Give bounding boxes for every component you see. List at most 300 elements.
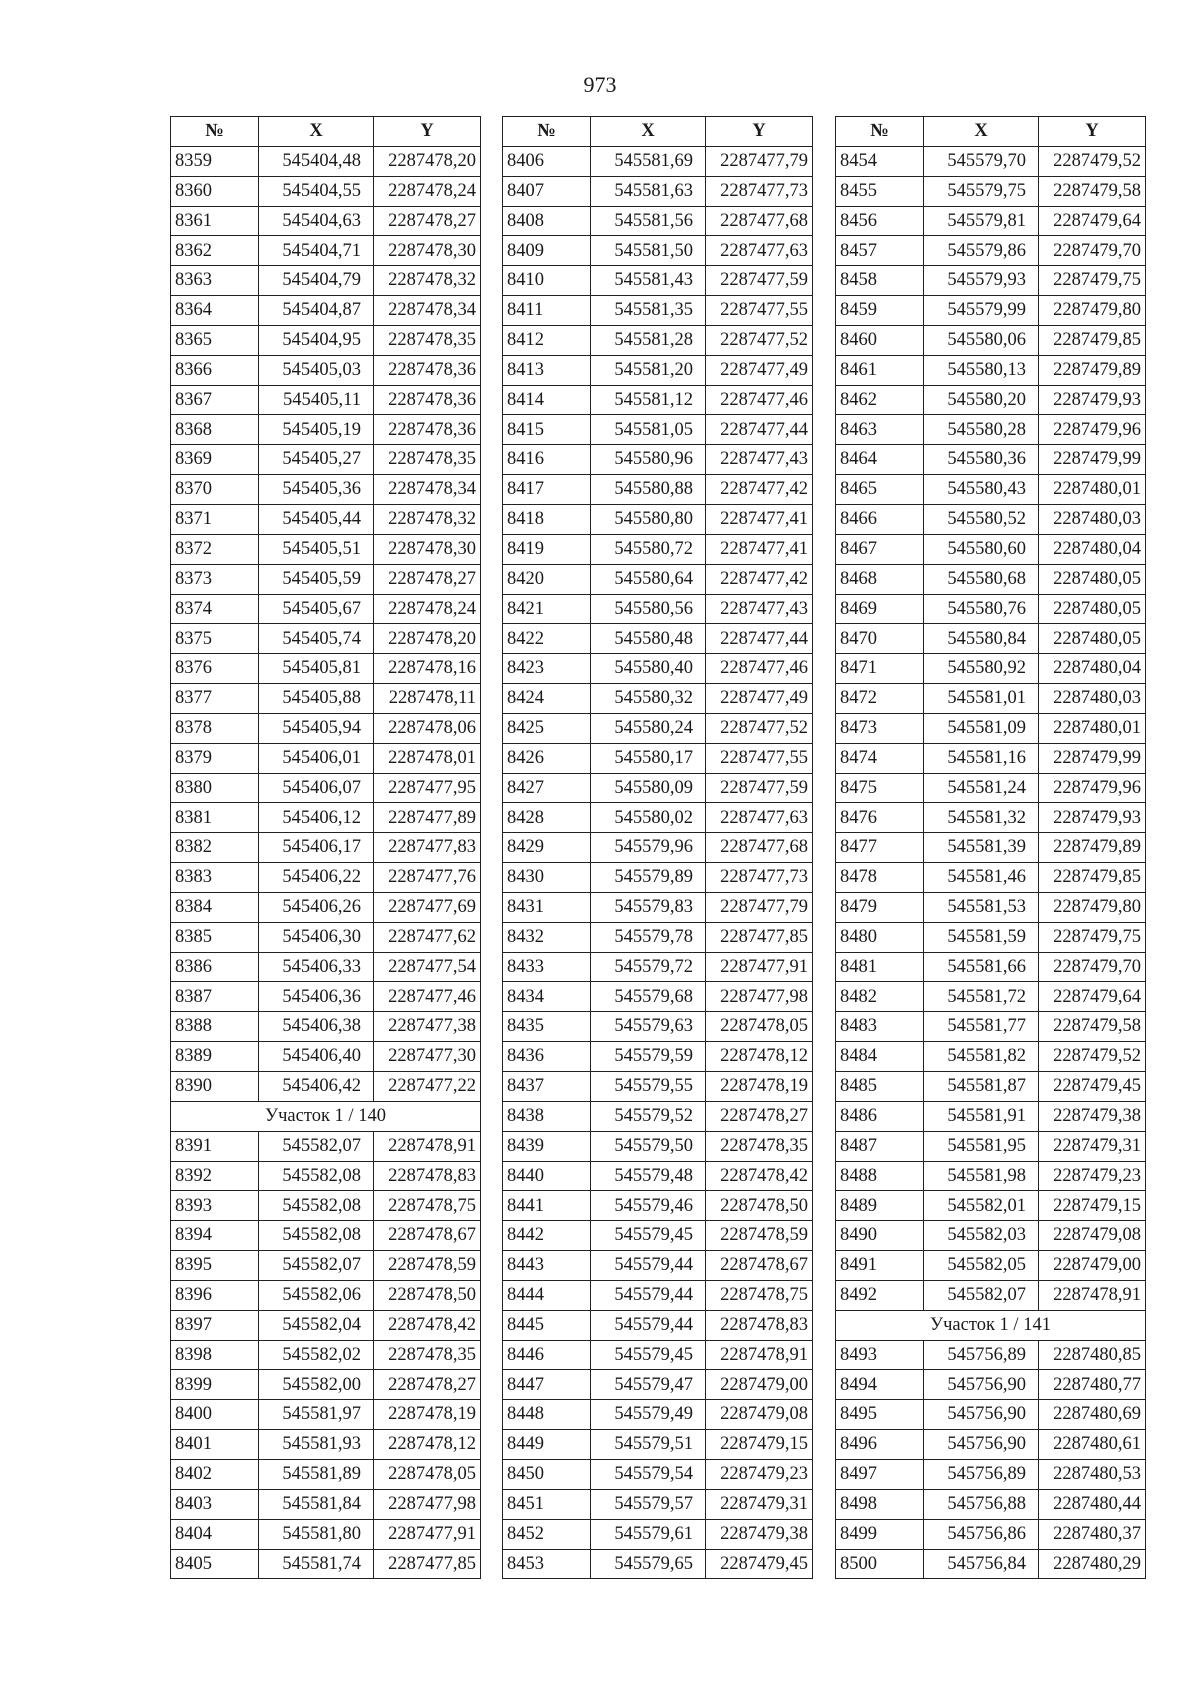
coordinates-table-2	[502, 116, 813, 1579]
x-coordinate: 545580,09	[591, 773, 706, 803]
table-row	[171, 504, 481, 534]
x-coordinate: 545580,48	[591, 624, 706, 654]
table-row	[503, 892, 813, 922]
y-coordinate: 2287477,79	[706, 146, 813, 176]
table-row	[836, 1280, 1146, 1310]
point-number: 8364	[171, 296, 259, 326]
point-number: 8363	[171, 266, 259, 296]
x-coordinate: 545406,12	[259, 803, 374, 833]
y-coordinate: 2287477,85	[374, 1549, 481, 1579]
table-row	[171, 564, 481, 594]
point-number: 8443	[503, 1251, 591, 1281]
y-coordinate: 2287477,59	[706, 266, 813, 296]
table-row	[836, 1191, 1146, 1221]
x-coordinate: 545581,05	[591, 415, 706, 445]
x-coordinate: 545580,40	[591, 654, 706, 684]
table-row	[503, 1340, 813, 1370]
y-coordinate: 2287478,50	[374, 1280, 481, 1310]
point-number: 8499	[836, 1519, 924, 1549]
table-row	[836, 1430, 1146, 1460]
x-coordinate: 545579,99	[924, 296, 1039, 326]
header-y: Y	[1039, 117, 1146, 147]
x-coordinate: 545579,68	[591, 982, 706, 1012]
point-number: 8374	[171, 594, 259, 624]
table-row	[503, 1012, 813, 1042]
x-coordinate: 545579,61	[591, 1519, 706, 1549]
y-coordinate: 2287479,75	[1039, 922, 1146, 952]
point-number: 8421	[503, 594, 591, 624]
table-row	[836, 773, 1146, 803]
point-number: 8472	[836, 684, 924, 714]
y-coordinate: 2287478,24	[374, 176, 481, 206]
x-coordinate: 545582,06	[259, 1280, 374, 1310]
y-coordinate: 2287477,63	[706, 803, 813, 833]
table-row	[171, 1221, 481, 1251]
x-coordinate: 545579,86	[924, 236, 1039, 266]
point-number: 8491	[836, 1251, 924, 1281]
y-coordinate: 2287478,24	[374, 594, 481, 624]
table-row	[503, 1280, 813, 1310]
table-row	[171, 475, 481, 505]
y-coordinate: 2287479,99	[1039, 445, 1146, 475]
y-coordinate: 2287479,80	[1039, 296, 1146, 326]
y-coordinate: 2287478,27	[374, 564, 481, 594]
table-row	[171, 1370, 481, 1400]
point-number: 8465	[836, 475, 924, 505]
y-coordinate: 2287479,64	[1039, 982, 1146, 1012]
point-number: 8402	[171, 1459, 259, 1489]
x-coordinate: 545580,80	[591, 504, 706, 534]
y-coordinate: 2287477,22	[374, 1072, 481, 1102]
x-coordinate: 545580,17	[591, 743, 706, 773]
table-row	[503, 1519, 813, 1549]
y-coordinate: 2287479,85	[1039, 325, 1146, 355]
point-number: 8394	[171, 1221, 259, 1251]
x-coordinate: 545582,05	[924, 1251, 1039, 1281]
x-coordinate: 545756,89	[924, 1459, 1039, 1489]
y-coordinate: 2287477,85	[706, 922, 813, 952]
point-number: 8408	[503, 206, 591, 236]
point-number: 8435	[503, 1012, 591, 1042]
table-row	[503, 1221, 813, 1251]
y-coordinate: 2287477,41	[706, 534, 813, 564]
x-coordinate: 545581,98	[924, 1161, 1039, 1191]
table-row	[503, 1549, 813, 1579]
table-row	[836, 684, 1146, 714]
table-row	[836, 743, 1146, 773]
x-coordinate: 545579,55	[591, 1072, 706, 1102]
point-number: 8366	[171, 355, 259, 385]
x-coordinate: 545404,55	[259, 176, 374, 206]
y-coordinate: 2287479,38	[706, 1519, 813, 1549]
point-number: 8486	[836, 1101, 924, 1131]
point-number: 8473	[836, 713, 924, 743]
y-coordinate: 2287480,03	[1039, 684, 1146, 714]
table-row	[836, 952, 1146, 982]
x-coordinate: 545404,87	[259, 296, 374, 326]
y-coordinate: 2287478,83	[374, 1161, 481, 1191]
y-coordinate: 2287478,05	[374, 1459, 481, 1489]
y-coordinate: 2287478,35	[706, 1131, 813, 1161]
point-number: 8428	[503, 803, 591, 833]
y-coordinate: 2287478,91	[1039, 1280, 1146, 1310]
point-number: 8427	[503, 773, 591, 803]
y-coordinate: 2287479,64	[1039, 206, 1146, 236]
x-coordinate: 545580,28	[924, 415, 1039, 445]
table-row	[836, 1459, 1146, 1489]
point-number: 8433	[503, 952, 591, 982]
y-coordinate: 2287478,30	[374, 534, 481, 564]
table-row	[836, 1340, 1146, 1370]
y-coordinate: 2287479,96	[1039, 415, 1146, 445]
y-coordinate: 2287480,03	[1039, 504, 1146, 534]
table-header-row	[171, 117, 481, 147]
x-coordinate: 545581,46	[924, 863, 1039, 893]
point-number: 8419	[503, 534, 591, 564]
table-row	[171, 1549, 481, 1579]
table-row	[836, 1549, 1146, 1579]
point-number: 8450	[503, 1459, 591, 1489]
table-header-row	[503, 117, 813, 147]
point-number: 8404	[171, 1519, 259, 1549]
table-row	[503, 594, 813, 624]
x-coordinate: 545582,08	[259, 1221, 374, 1251]
x-coordinate: 545756,90	[924, 1430, 1039, 1460]
point-number: 8396	[171, 1280, 259, 1310]
y-coordinate: 2287477,91	[374, 1519, 481, 1549]
table-row	[503, 564, 813, 594]
point-number: 8370	[171, 475, 259, 505]
y-coordinate: 2287478,01	[374, 743, 481, 773]
point-number: 8446	[503, 1340, 591, 1370]
x-coordinate: 545581,28	[591, 325, 706, 355]
x-coordinate: 545582,02	[259, 1340, 374, 1370]
x-coordinate: 545406,40	[259, 1042, 374, 1072]
y-coordinate: 2287478,91	[706, 1340, 813, 1370]
header-x: X	[591, 117, 706, 147]
y-coordinate: 2287479,85	[1039, 863, 1146, 893]
table-row	[836, 475, 1146, 505]
header-x: X	[924, 117, 1039, 147]
y-coordinate: 2287477,43	[706, 594, 813, 624]
x-coordinate: 545581,43	[591, 266, 706, 296]
point-number: 8487	[836, 1131, 924, 1161]
x-coordinate: 545405,59	[259, 564, 374, 594]
table-row	[171, 415, 481, 445]
point-number: 8500	[836, 1549, 924, 1579]
x-coordinate: 545582,07	[259, 1131, 374, 1161]
section-row	[836, 1310, 1146, 1340]
point-number: 8471	[836, 654, 924, 684]
x-coordinate: 545579,65	[591, 1549, 706, 1579]
y-coordinate: 2287478,05	[706, 1012, 813, 1042]
x-coordinate: 545580,06	[924, 325, 1039, 355]
x-coordinate: 545406,07	[259, 773, 374, 803]
y-coordinate: 2287477,52	[706, 325, 813, 355]
y-coordinate: 2287480,04	[1039, 654, 1146, 684]
x-coordinate: 545405,81	[259, 654, 374, 684]
y-coordinate: 2287477,42	[706, 475, 813, 505]
table-row	[836, 504, 1146, 534]
x-coordinate: 545579,63	[591, 1012, 706, 1042]
point-number: 8373	[171, 564, 259, 594]
point-number: 8469	[836, 594, 924, 624]
x-coordinate: 545579,50	[591, 1131, 706, 1161]
x-coordinate: 545579,44	[591, 1280, 706, 1310]
y-coordinate: 2287477,59	[706, 773, 813, 803]
x-coordinate: 545405,44	[259, 504, 374, 534]
table-row	[836, 594, 1146, 624]
x-coordinate: 545579,72	[591, 952, 706, 982]
y-coordinate: 2287479,31	[1039, 1131, 1146, 1161]
table-row	[836, 1221, 1146, 1251]
point-number: 8442	[503, 1221, 591, 1251]
table-row	[171, 1072, 481, 1102]
x-coordinate: 545579,45	[591, 1340, 706, 1370]
point-number: 8382	[171, 833, 259, 863]
table-row	[503, 922, 813, 952]
table-row	[171, 1430, 481, 1460]
table-row	[836, 355, 1146, 385]
table-row	[171, 325, 481, 355]
x-coordinate: 545405,88	[259, 684, 374, 714]
table-row	[503, 236, 813, 266]
y-coordinate: 2287478,36	[374, 355, 481, 385]
table-row	[171, 1161, 481, 1191]
y-coordinate: 2287478,12	[706, 1042, 813, 1072]
table-row	[836, 296, 1146, 326]
point-number: 8367	[171, 385, 259, 415]
y-coordinate: 2287480,29	[1039, 1549, 1146, 1579]
x-coordinate: 545581,89	[259, 1459, 374, 1489]
x-coordinate: 545406,30	[259, 922, 374, 952]
y-coordinate: 2287479,23	[1039, 1161, 1146, 1191]
point-number: 8454	[836, 146, 924, 176]
y-coordinate: 2287478,27	[374, 206, 481, 236]
y-coordinate: 2287478,75	[706, 1280, 813, 1310]
point-number: 8361	[171, 206, 259, 236]
y-coordinate: 2287478,75	[374, 1191, 481, 1221]
point-number: 8409	[503, 236, 591, 266]
y-coordinate: 2287477,98	[374, 1489, 481, 1519]
x-coordinate: 545579,93	[924, 266, 1039, 296]
y-coordinate: 2287477,76	[374, 863, 481, 893]
table-row	[503, 445, 813, 475]
point-number: 8470	[836, 624, 924, 654]
table-row	[836, 1012, 1146, 1042]
y-coordinate: 2287480,77	[1039, 1370, 1146, 1400]
table-row	[836, 266, 1146, 296]
y-coordinate: 2287479,58	[1039, 1012, 1146, 1042]
y-coordinate: 2287480,05	[1039, 564, 1146, 594]
point-number: 8429	[503, 833, 591, 863]
point-number: 8365	[171, 325, 259, 355]
point-number: 8431	[503, 892, 591, 922]
point-number: 8485	[836, 1072, 924, 1102]
point-number: 8464	[836, 445, 924, 475]
point-number: 8388	[171, 1012, 259, 1042]
point-number: 8458	[836, 266, 924, 296]
x-coordinate: 545756,86	[924, 1519, 1039, 1549]
point-number: 8478	[836, 863, 924, 893]
x-coordinate: 545579,51	[591, 1430, 706, 1460]
point-number: 8438	[503, 1101, 591, 1131]
point-number: 8407	[503, 176, 591, 206]
table-row	[503, 624, 813, 654]
y-coordinate: 2287479,96	[1039, 773, 1146, 803]
table-row	[836, 654, 1146, 684]
x-coordinate: 545581,01	[924, 684, 1039, 714]
y-coordinate: 2287477,91	[706, 952, 813, 982]
point-number: 8496	[836, 1430, 924, 1460]
x-coordinate: 545405,36	[259, 475, 374, 505]
x-coordinate: 545756,90	[924, 1400, 1039, 1430]
point-number: 8371	[171, 504, 259, 534]
x-coordinate: 545581,95	[924, 1131, 1039, 1161]
table-row	[503, 475, 813, 505]
coordinates-table-1	[170, 116, 481, 1579]
y-coordinate: 2287480,05	[1039, 624, 1146, 654]
point-number: 8497	[836, 1459, 924, 1489]
x-coordinate: 545579,59	[591, 1042, 706, 1072]
point-number: 8482	[836, 982, 924, 1012]
y-coordinate: 2287478,12	[374, 1430, 481, 1460]
point-number: 8362	[171, 236, 259, 266]
y-coordinate: 2287480,53	[1039, 1459, 1146, 1489]
x-coordinate: 545582,04	[259, 1310, 374, 1340]
x-coordinate: 545580,96	[591, 445, 706, 475]
table-row	[836, 445, 1146, 475]
x-coordinate: 545581,20	[591, 355, 706, 385]
table-row	[836, 833, 1146, 863]
point-number: 8397	[171, 1310, 259, 1340]
point-number: 8415	[503, 415, 591, 445]
x-coordinate: 545581,53	[924, 892, 1039, 922]
point-number: 8439	[503, 1131, 591, 1161]
y-coordinate: 2287477,44	[706, 624, 813, 654]
point-number: 8455	[836, 176, 924, 206]
point-number: 8453	[503, 1549, 591, 1579]
x-coordinate: 545404,63	[259, 206, 374, 236]
point-number: 8383	[171, 863, 259, 893]
y-coordinate: 2287478,32	[374, 266, 481, 296]
x-coordinate: 545581,39	[924, 833, 1039, 863]
point-number: 8447	[503, 1370, 591, 1400]
table-row	[171, 713, 481, 743]
table-row	[836, 1101, 1146, 1131]
point-number: 8381	[171, 803, 259, 833]
section-row	[171, 1101, 481, 1131]
y-coordinate: 2287480,61	[1039, 1430, 1146, 1460]
point-number: 8377	[171, 684, 259, 714]
y-coordinate: 2287479,58	[1039, 176, 1146, 206]
point-number: 8412	[503, 325, 591, 355]
point-number: 8379	[171, 743, 259, 773]
x-coordinate: 545582,08	[259, 1191, 374, 1221]
point-number: 8387	[171, 982, 259, 1012]
table-row	[836, 176, 1146, 206]
table-row	[171, 385, 481, 415]
table-row	[503, 1161, 813, 1191]
x-coordinate: 545580,20	[924, 385, 1039, 415]
x-coordinate: 545579,44	[591, 1251, 706, 1281]
point-number: 8389	[171, 1042, 259, 1072]
y-coordinate: 2287479,80	[1039, 892, 1146, 922]
x-coordinate: 545581,91	[924, 1101, 1039, 1131]
y-coordinate: 2287477,89	[374, 803, 481, 833]
point-number: 8493	[836, 1340, 924, 1370]
table-row	[171, 236, 481, 266]
table-row	[836, 1072, 1146, 1102]
table-row	[171, 654, 481, 684]
y-coordinate: 2287478,36	[374, 385, 481, 415]
point-number: 8461	[836, 355, 924, 385]
y-coordinate: 2287479,52	[1039, 1042, 1146, 1072]
table-row	[503, 803, 813, 833]
point-number: 8360	[171, 176, 259, 206]
table-row	[503, 982, 813, 1012]
table-row	[836, 803, 1146, 833]
x-coordinate: 545579,70	[924, 146, 1039, 176]
point-number: 8489	[836, 1191, 924, 1221]
table-row	[836, 1519, 1146, 1549]
table-row	[171, 355, 481, 385]
header-number: №	[503, 117, 591, 147]
table-row	[503, 266, 813, 296]
point-number: 8424	[503, 684, 591, 714]
x-coordinate: 545582,01	[924, 1191, 1039, 1221]
point-number: 8425	[503, 713, 591, 743]
x-coordinate: 545580,72	[591, 534, 706, 564]
table-row	[836, 1251, 1146, 1281]
y-coordinate: 2287478,34	[374, 296, 481, 326]
table-row	[503, 1042, 813, 1072]
point-number: 8405	[171, 1549, 259, 1579]
point-number: 8390	[171, 1072, 259, 1102]
x-coordinate: 545404,95	[259, 325, 374, 355]
y-coordinate: 2287477,46	[374, 982, 481, 1012]
point-number: 8467	[836, 534, 924, 564]
table-row	[171, 1519, 481, 1549]
y-coordinate: 2287477,83	[374, 833, 481, 863]
point-number: 8413	[503, 355, 591, 385]
header-number: №	[171, 117, 259, 147]
point-number: 8475	[836, 773, 924, 803]
point-number: 8481	[836, 952, 924, 982]
point-number: 8462	[836, 385, 924, 415]
x-coordinate: 545580,68	[924, 564, 1039, 594]
table-row	[171, 803, 481, 833]
y-coordinate: 2287477,49	[706, 355, 813, 385]
table-row	[836, 206, 1146, 236]
y-coordinate: 2287478,19	[706, 1072, 813, 1102]
y-coordinate: 2287478,83	[706, 1310, 813, 1340]
point-number: 8372	[171, 534, 259, 564]
table-row	[171, 982, 481, 1012]
point-number: 8406	[503, 146, 591, 176]
y-coordinate: 2287477,38	[374, 1012, 481, 1042]
x-coordinate: 545579,47	[591, 1370, 706, 1400]
x-coordinate: 545579,49	[591, 1400, 706, 1430]
x-coordinate: 545581,82	[924, 1042, 1039, 1072]
header-x: X	[259, 117, 374, 147]
point-number: 8479	[836, 892, 924, 922]
y-coordinate: 2287478,59	[706, 1221, 813, 1251]
y-coordinate: 2287477,52	[706, 713, 813, 743]
table-row	[503, 743, 813, 773]
table-row	[503, 1430, 813, 1460]
table-row	[503, 1400, 813, 1430]
